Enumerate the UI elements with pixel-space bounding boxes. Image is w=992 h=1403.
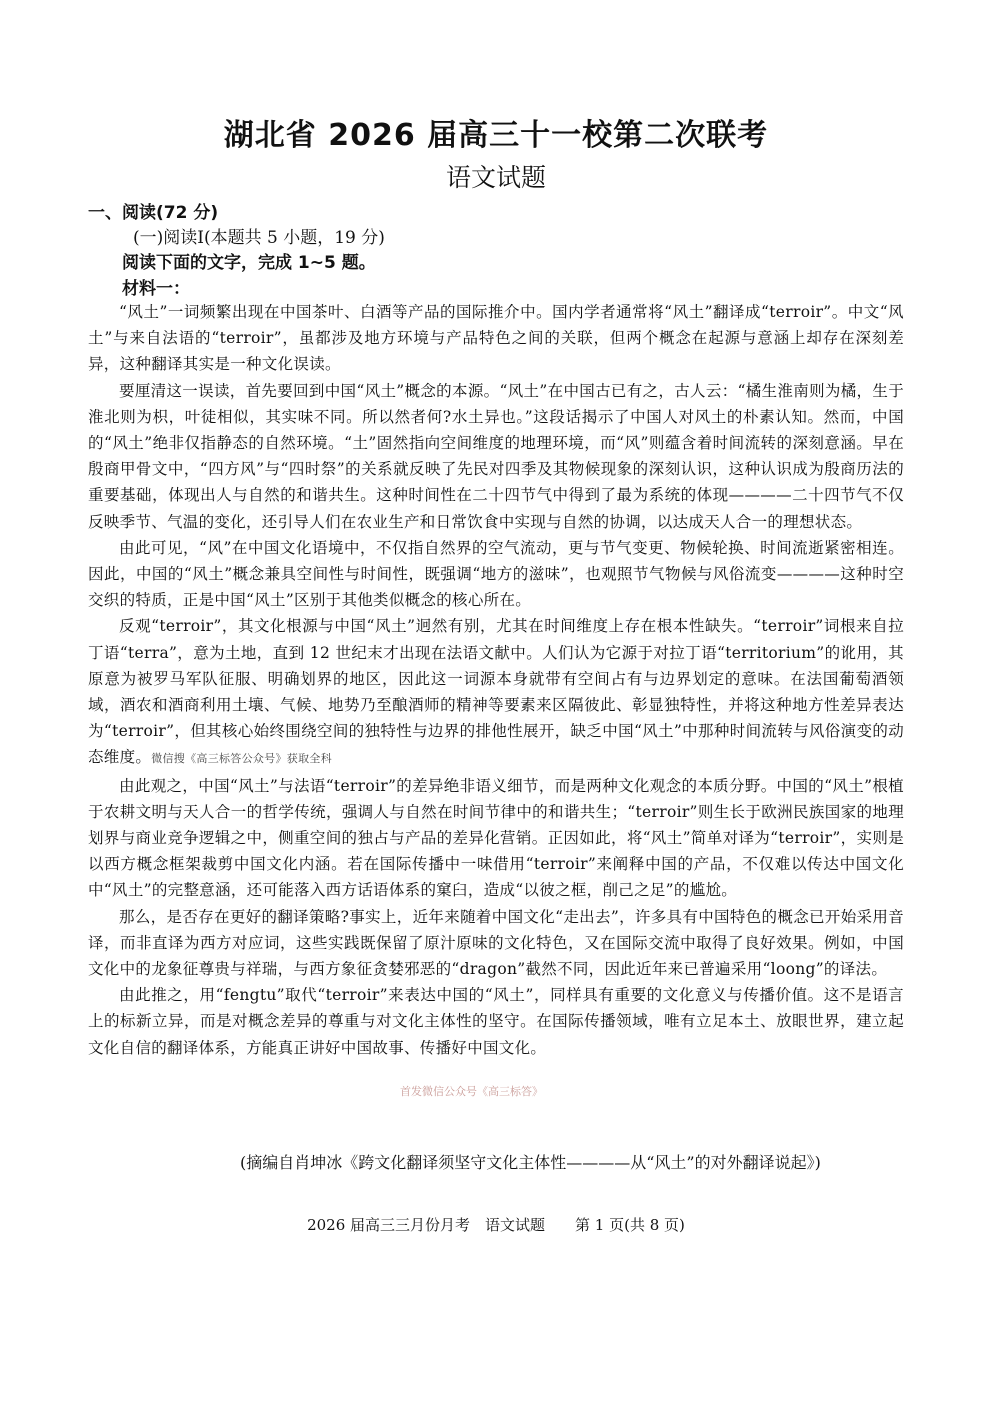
source-citation: (摘编自肖坤冰《跨文化翻译须坚守文化主体性————从“风土”的对外翻译说起》) [240, 1153, 821, 1172]
paragraph-4-text: 反观“terroir”，其文化根源与中国“风土”迥然有别，尤其在时间维度上存在根本性缺失。“terroir”词根来自拉丁语“terra”，意为土地，直到 12 世纪末才出现在法语文献中。人们认为它源于对拉丁语“territorium”的讹用，其原意为被罗马军队征服、明确划界的地区，因此这一词源本身就带有空间占有与边界划定的意味。在法国葡萄酒领域，酒农和酒商利用土壤、气候、地势乃至酿酒师的精神等要素来区隔彼此、彰显独特性，并将这种地方性差异表达为“terroir”，但其核心始终围绕空间的独特性与边界的排他性展开，缺乏中国“风土”中那种时间流转与风俗演变的动态维度。 [88, 617, 904, 767]
section-heading: 一、阅读(72 分) [88, 203, 219, 223]
paragraph-4 [88, 613, 904, 772]
material-label: 材料一： [122, 279, 190, 299]
section-subheading: (一)阅读Ⅰ(本题共 5 小题，19 分) [133, 228, 385, 248]
watermark-center: 首发微信公众号《高三标答》 [400, 1085, 543, 1098]
paragraph-3: 由此可见，“风”在中国文化语境中，不仅指自然界的空气流动，更与节气变更、物候轮换、时间流逝紧密相连。因此，中国的“风土”概念兼具空间性与时间性，既强调“地方的滋味”，也观照节气物候与风俗流变————这种时空交织的特质，正是中国“风土”区别于其他类似概念的核心所在。 [88, 538, 904, 610]
paragraph-1: “风土”一词频繁出现在中国茶叶、白酒等产品的国际推介中。国内学者通常将“风土”翻译成“terroir”。中文“风土”与来自法语的“terroir”，虽都涉及地方环境与产品特色之间的关联，但两个概念在起源与意涵上却存在深刻差异，这种翻译其实是一种文化误读。 [88, 303, 904, 374]
exam-title: 湖北省 2026 届高三十一校第二次联考 [223, 118, 769, 153]
exam-subtitle: 语文试题 [445, 163, 546, 192]
instruction-text: 阅读下面的文字，完成 1~5 题。 [122, 253, 376, 273]
watermark-inline: 微信搜《高三标答公众号》获取全科 [151, 752, 333, 766]
page-footer: 2026 届高三三月份月考 语文试题 第 1 页(共 8 页) [307, 1216, 685, 1234]
paragraph-5: 由此观之，中国“风土”与法语“terroir”的差异绝非语义细节，而是两种文化观念的本质分野。中国的“风土”根植于农耕文明与天人合一的哲学传统，强调人与自然在时间节律中的和谐共生；“terroir”则生长于欧洲民族国家的地理划界与商业竞争逻辑之中，侧重空间的独占与产品的差异化营销。正因如此，将“风土”简单对译为“terroir”，实则是以西方概念框架裁剪中国文化内涵。若在国际传播中一味借用“terroir”来阐释中国的产品，不仅难以传达中国文化中“风土”的完整意涵，还可能落入西方话语体系的窠臼，造成“以彼之框，削己之足”的尴尬。 [88, 776, 904, 900]
paragraph-6: 那么，是否存在更好的翻译策略?事实上，近年来随着中国文化“走出去”，许多具有中国特色的概念已开始采用音译，而非直译为西方对应词，这些实践既保留了原汁原味的文化特色，又在国际交流中取得了良好效果。例如，中国文化中的龙象征尊贵与祥瑞，与西方象征贪婪邪恶的“dragon”截然不同，因此近年来已普遍采用“loong”的译法。 [88, 907, 904, 979]
article-body [88, 299, 904, 1061]
paragraph-7: 由此推之，用“fengtu”取代“terroir”来表达中国的“风土”，同样具有重要的文化意义与传播价值。这不是语言上的标新立异，而是对概念差异的尊重与对文化主体性的坚守。在国际传播领域，唯有立足本土、放眼世界，建立起文化自信的翻译体系，方能真正讲好中国故事、传播好中国文化。 [88, 986, 904, 1057]
paragraph-2: 要厘清这一误读，首先要回到中国“风土”概念的本源。“风土”在中国古已有之，古人云：“橘生淮南则为橘，生于淮北则为枳，叶徒相似，其实味不同。所以然者何?水土异也。”这段话揭示了中国人对风土的朴素认知。然而，中国的“风土”绝非仅指静态的自然环境。“土”固然指向空间维度的地理环境，而“风”则蕴含着时间流转的深刻意涵。早在殷商甲骨文中，“四方风”与“四时祭”的关系就反映了先民对四季及其物候现象的深刻认识，这种认识成为殷商历法的重要基础，体现出人与自然的和谐共生。这种时间性在二十四节气中得到了最为系统的体现————二十四节气不仅反映季节、气温的变化，还引导人们在农业生产和日常饮食中实现与自然的协调，以达成天人合一的理想状态。 [88, 381, 904, 531]
